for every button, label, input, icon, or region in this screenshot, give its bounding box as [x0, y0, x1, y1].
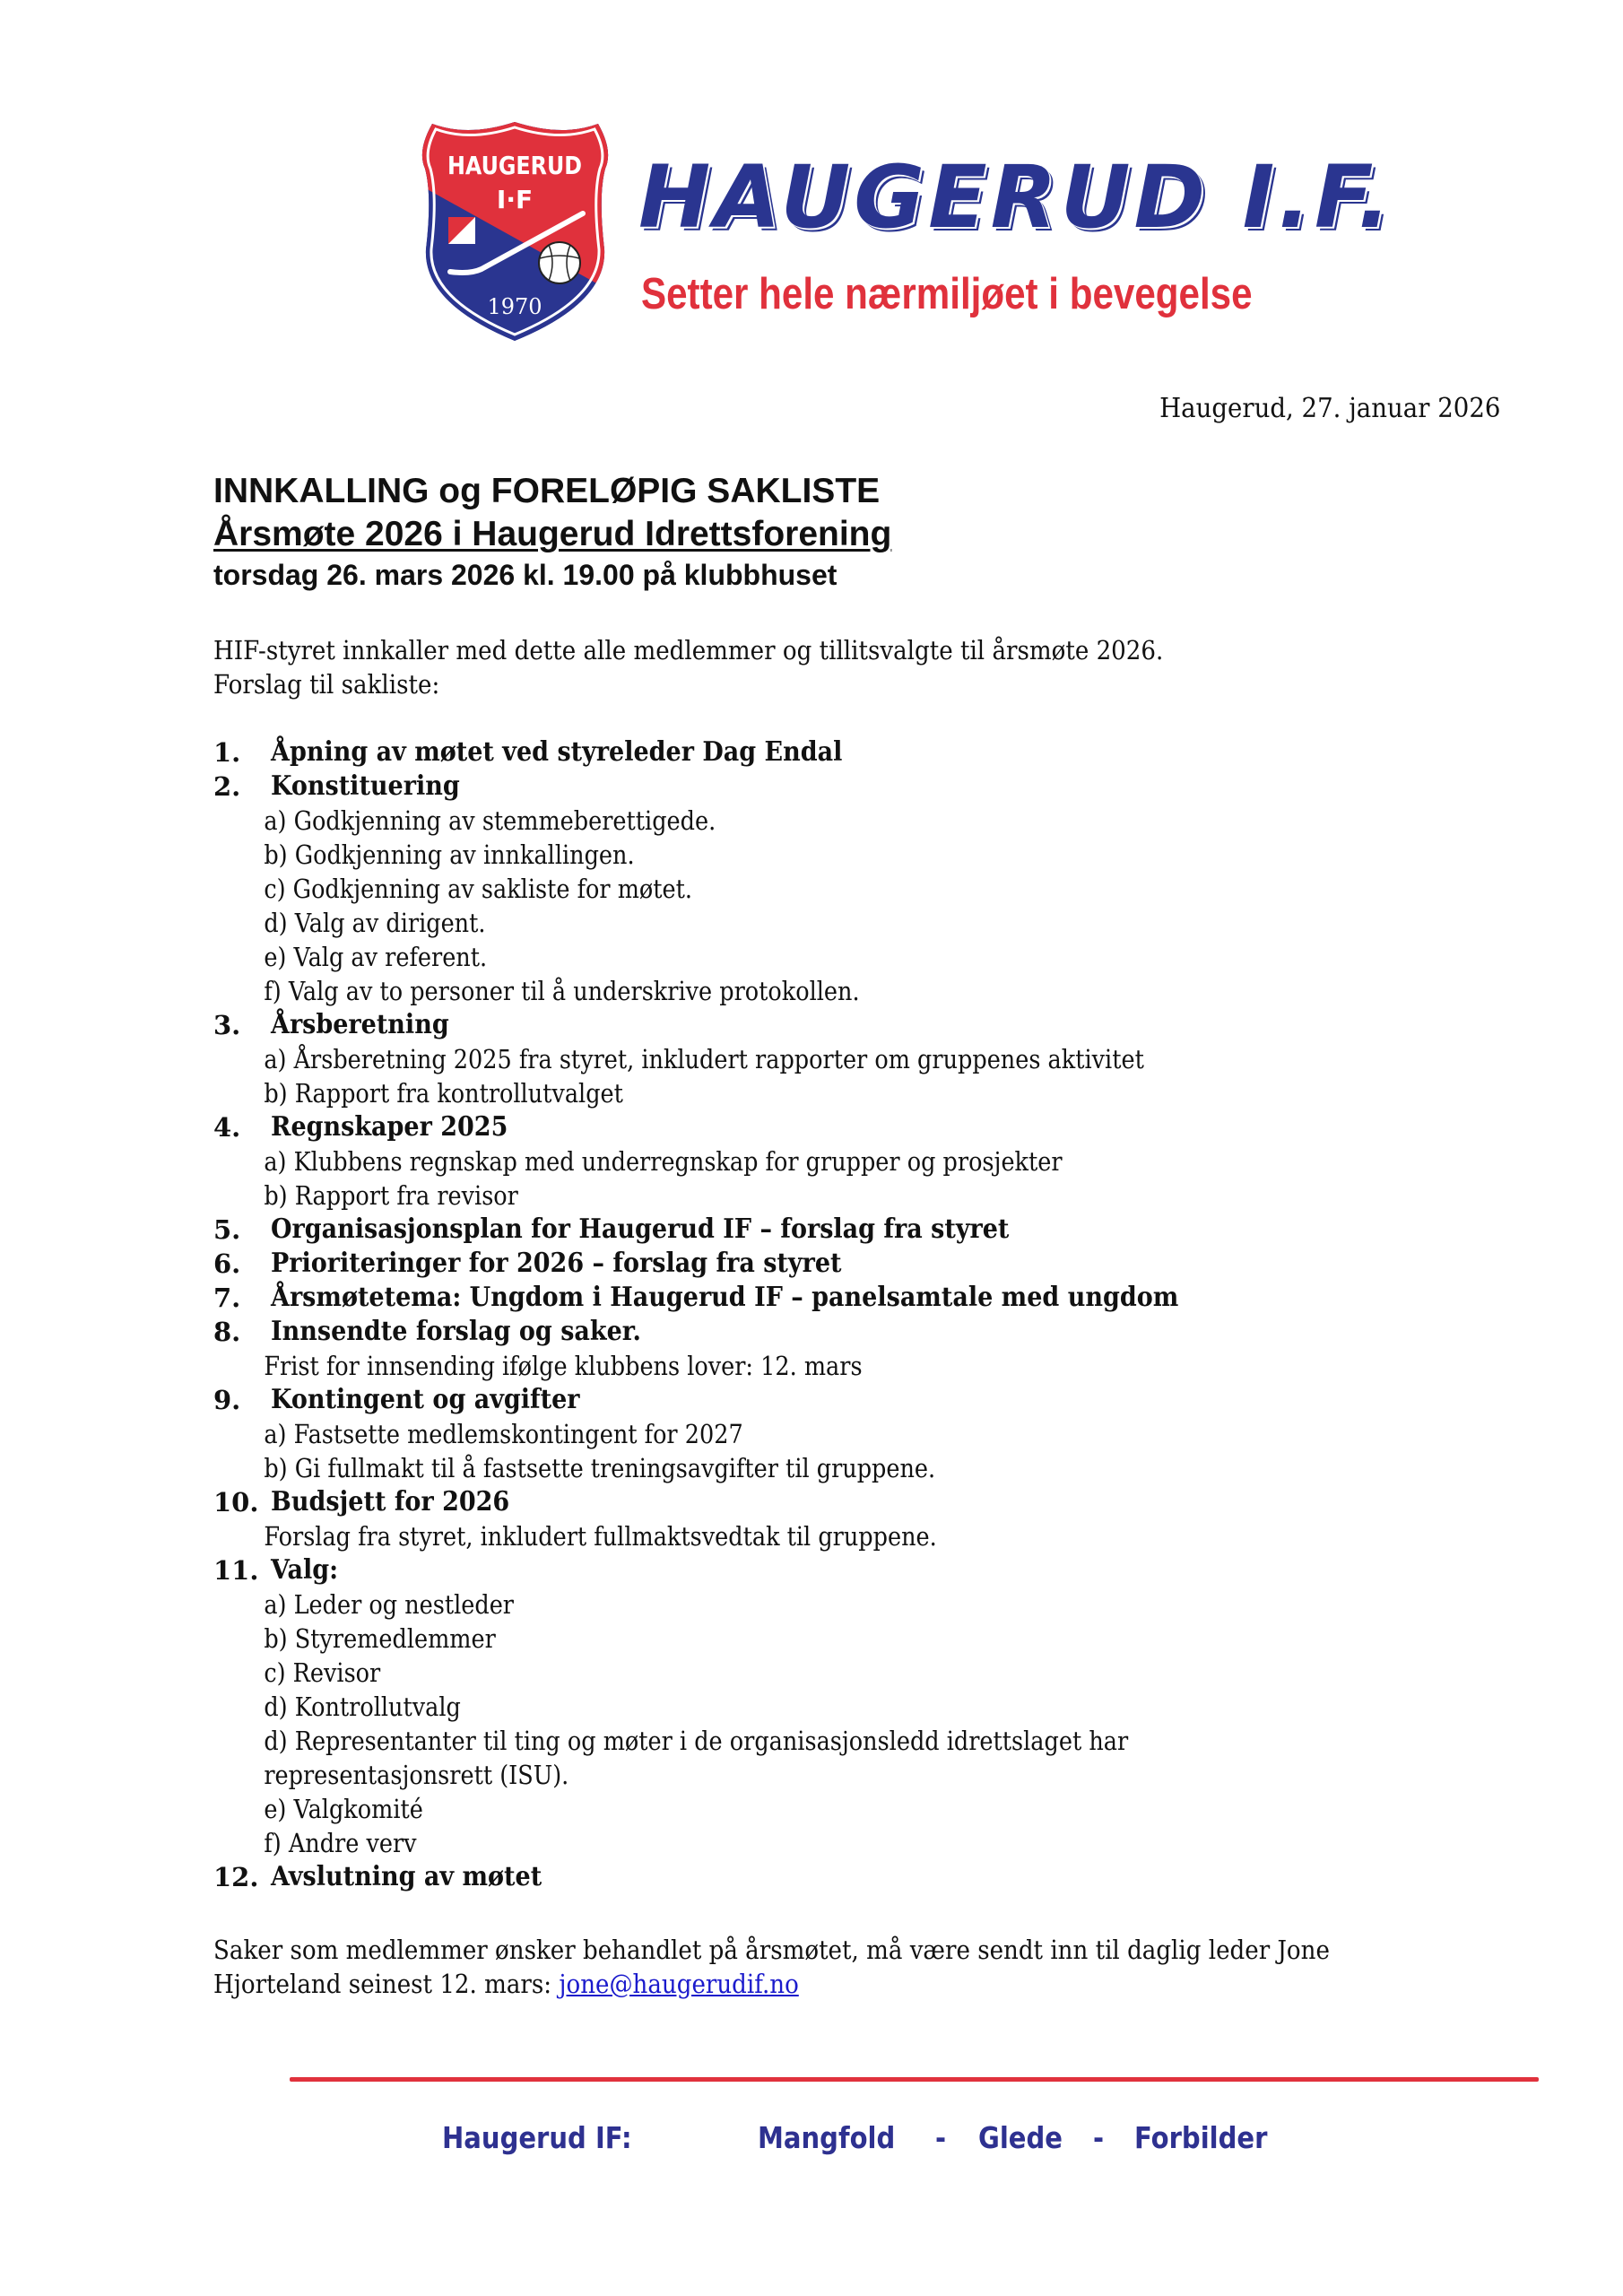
agenda-item	[213, 1008, 1469, 1110]
agenda-heading	[213, 1860, 1469, 1894]
agenda-number: 7.	[213, 1283, 241, 1313]
agenda-title: Organisasjonsplan for Haugerud IF – forslag fra styret	[271, 1213, 1010, 1245]
document-date: Haugerud, 27. januar 2026	[1159, 393, 1500, 424]
agenda-title: Årsmøtetema: Ungdom i Haugerud IF – panelsamtale med ungdom	[271, 1282, 1179, 1313]
agenda-subitem: d) Representanter til ting og møter i de organisasjonsledd idrettslaget har	[264, 1726, 1129, 1756]
agenda-heading	[213, 770, 1469, 804]
agenda-heading	[213, 1110, 1469, 1144]
agenda-title: Regnskaper 2025	[271, 1111, 508, 1143]
agenda-title: Konstituering	[271, 770, 460, 802]
club-logo	[414, 115, 1394, 352]
agenda-number: 12.	[213, 1862, 259, 1892]
email-link[interactable]: jone@haugerudif.no	[559, 1969, 799, 1999]
closing-paragraph	[213, 1933, 1440, 2001]
orienteering-flag-icon	[448, 217, 475, 244]
agenda-item	[213, 735, 1469, 770]
intro-line: HIF-styret innkaller med dette alle medlemmer og tillitsvalgte til årsmøte 2026.	[213, 635, 1164, 665]
agenda-subitem: b) Rapport fra revisor	[264, 1180, 518, 1211]
agenda-item	[213, 1247, 1469, 1281]
agenda-subitem: b) Gi fullmakt til å fastsette treningsavgifter til gruppene.	[264, 1453, 936, 1483]
intro-line: Forslag til sakliste:	[213, 669, 440, 700]
agenda-item	[213, 1485, 1469, 1553]
agenda-subitem: c) Godkjenning av sakliste for møtet.	[264, 874, 692, 904]
agenda-subitem: Frist for innsending ifølge klubbens lover: 12. mars	[264, 1351, 863, 1381]
agenda-subitem: d) Kontrollutvalg	[264, 1692, 461, 1722]
agenda-heading	[213, 1213, 1469, 1247]
agenda-title: Budsjett for 2026	[271, 1486, 510, 1518]
agenda-item	[213, 1110, 1469, 1213]
footer-value: Mangfold	[758, 2120, 896, 2155]
footer-separator: -	[1093, 2120, 1105, 2155]
footer-value: Forbilder	[1134, 2120, 1268, 2155]
agenda-heading	[213, 1247, 1469, 1281]
footer-separator: -	[935, 2120, 947, 2155]
agenda-number: 5.	[213, 1214, 241, 1245]
football-icon	[539, 242, 580, 283]
agenda-item	[213, 1553, 1469, 1860]
agenda-item	[213, 1860, 1469, 1894]
agenda-title: Åpning av møtet ved styreleder Dag Endal	[271, 736, 843, 768]
agenda-title: Prioriteringer for 2026 – forslag fra styret	[271, 1248, 842, 1279]
agenda-item	[213, 770, 1469, 1008]
club-wordmark: HAUGERUD I.F.	[638, 147, 1394, 248]
closing-line: Saker som medlemmer ønsker behandlet på årsmøtet, må være sendt inn til daglig leder Jone	[213, 1935, 1330, 1965]
intro-paragraph	[213, 633, 1163, 701]
agenda-subitem: f) Andre verv	[264, 1828, 417, 1858]
agenda-item	[213, 1383, 1469, 1485]
agenda-title: Innsendte forslag og saker.	[271, 1316, 641, 1347]
agenda-subitem: e) Valg av referent.	[264, 942, 488, 972]
agenda-title: Årsberetning	[271, 1009, 449, 1040]
meeting-title: Årsmøte 2026 i Haugerud Idrettsforening	[213, 515, 892, 553]
footer-value: Glede	[978, 2120, 1063, 2155]
agenda-heading	[213, 1281, 1469, 1315]
agenda-heading	[213, 1485, 1469, 1519]
footer-divider	[290, 2077, 1539, 2082]
agenda-number: 4.	[213, 1112, 241, 1143]
agenda-heading	[213, 1383, 1469, 1417]
agenda-subitem: e) Valgkomité	[264, 1794, 423, 1824]
meeting-time-place: torsdag 26. mars 2026 kl. 19.00 på klubbhuset	[213, 559, 838, 591]
agenda-number: 2.	[213, 771, 241, 802]
agenda-subitem: d) Valg av dirigent.	[264, 908, 486, 938]
agenda-subitem: a) Godkjenning av stemmeberettigede.	[264, 805, 716, 836]
agenda-number: 11.	[213, 1555, 259, 1586]
title-block	[213, 470, 891, 594]
agenda-title: Kontingent og avgifter	[271, 1384, 580, 1415]
agenda-list	[213, 735, 1469, 1894]
agenda-number: 10.	[213, 1487, 259, 1518]
agenda-item	[213, 1281, 1469, 1315]
agenda-heading	[213, 1315, 1469, 1349]
agenda-subitem: b) Styremedlemmer	[264, 1623, 496, 1654]
closing-line: Hjorteland seinest 12. mars:	[213, 1969, 560, 1999]
agenda-subitem: Forslag fra styret, inkludert fullmaktsvedtak til gruppene.	[264, 1521, 937, 1552]
agenda-subitem: b) Rapport fra kontrollutvalget	[264, 1078, 623, 1109]
agenda-heading	[213, 1008, 1469, 1042]
agenda-subitem: b) Godkjenning av innkallingen.	[264, 839, 635, 870]
document-title: INNKALLING og FORELØPIG SAKLISTE	[213, 472, 881, 510]
club-crest	[414, 115, 616, 350]
agenda-item	[213, 1315, 1469, 1383]
agenda-subitem: representasjonsrett (ISU).	[264, 1760, 569, 1790]
agenda-number: 8.	[213, 1317, 241, 1347]
agenda-subitem: c) Revisor	[264, 1657, 381, 1688]
agenda-subitem: a) Klubbens regnskap med underregnskap for grupper og prosjekter	[264, 1146, 1063, 1177]
agenda-number: 3.	[213, 1010, 241, 1040]
agenda-subitem: a) Fastsette medlemskontingent for 2027	[264, 1419, 743, 1449]
crest-text: HAUGERUD	[447, 151, 582, 180]
footer-club-name: Haugerud IF:	[442, 2120, 632, 2155]
agenda-number: 1.	[213, 737, 241, 768]
agenda-title: Valg:	[271, 1554, 339, 1586]
agenda-item	[213, 1213, 1469, 1247]
agenda-heading	[213, 1553, 1469, 1587]
agenda-number: 9.	[213, 1385, 241, 1415]
agenda-heading	[213, 735, 1469, 770]
crest-subtext: I·F	[496, 185, 534, 214]
agenda-subitem: a) Leder og nestleder	[264, 1589, 515, 1620]
agenda-title: Avslutning av møtet	[271, 1861, 542, 1892]
agenda-subitem: f) Valg av to personer til å underskrive protokollen.	[264, 976, 860, 1006]
agenda-subitem: a) Årsberetning 2025 fra styret, inkludert rapporter om gruppenes aktivitet	[264, 1044, 1144, 1074]
club-tagline: Setter hele nærmiljøet i bevegelse	[641, 270, 1253, 318]
crest-year: 1970	[487, 294, 542, 319]
agenda-number: 6.	[213, 1248, 241, 1279]
